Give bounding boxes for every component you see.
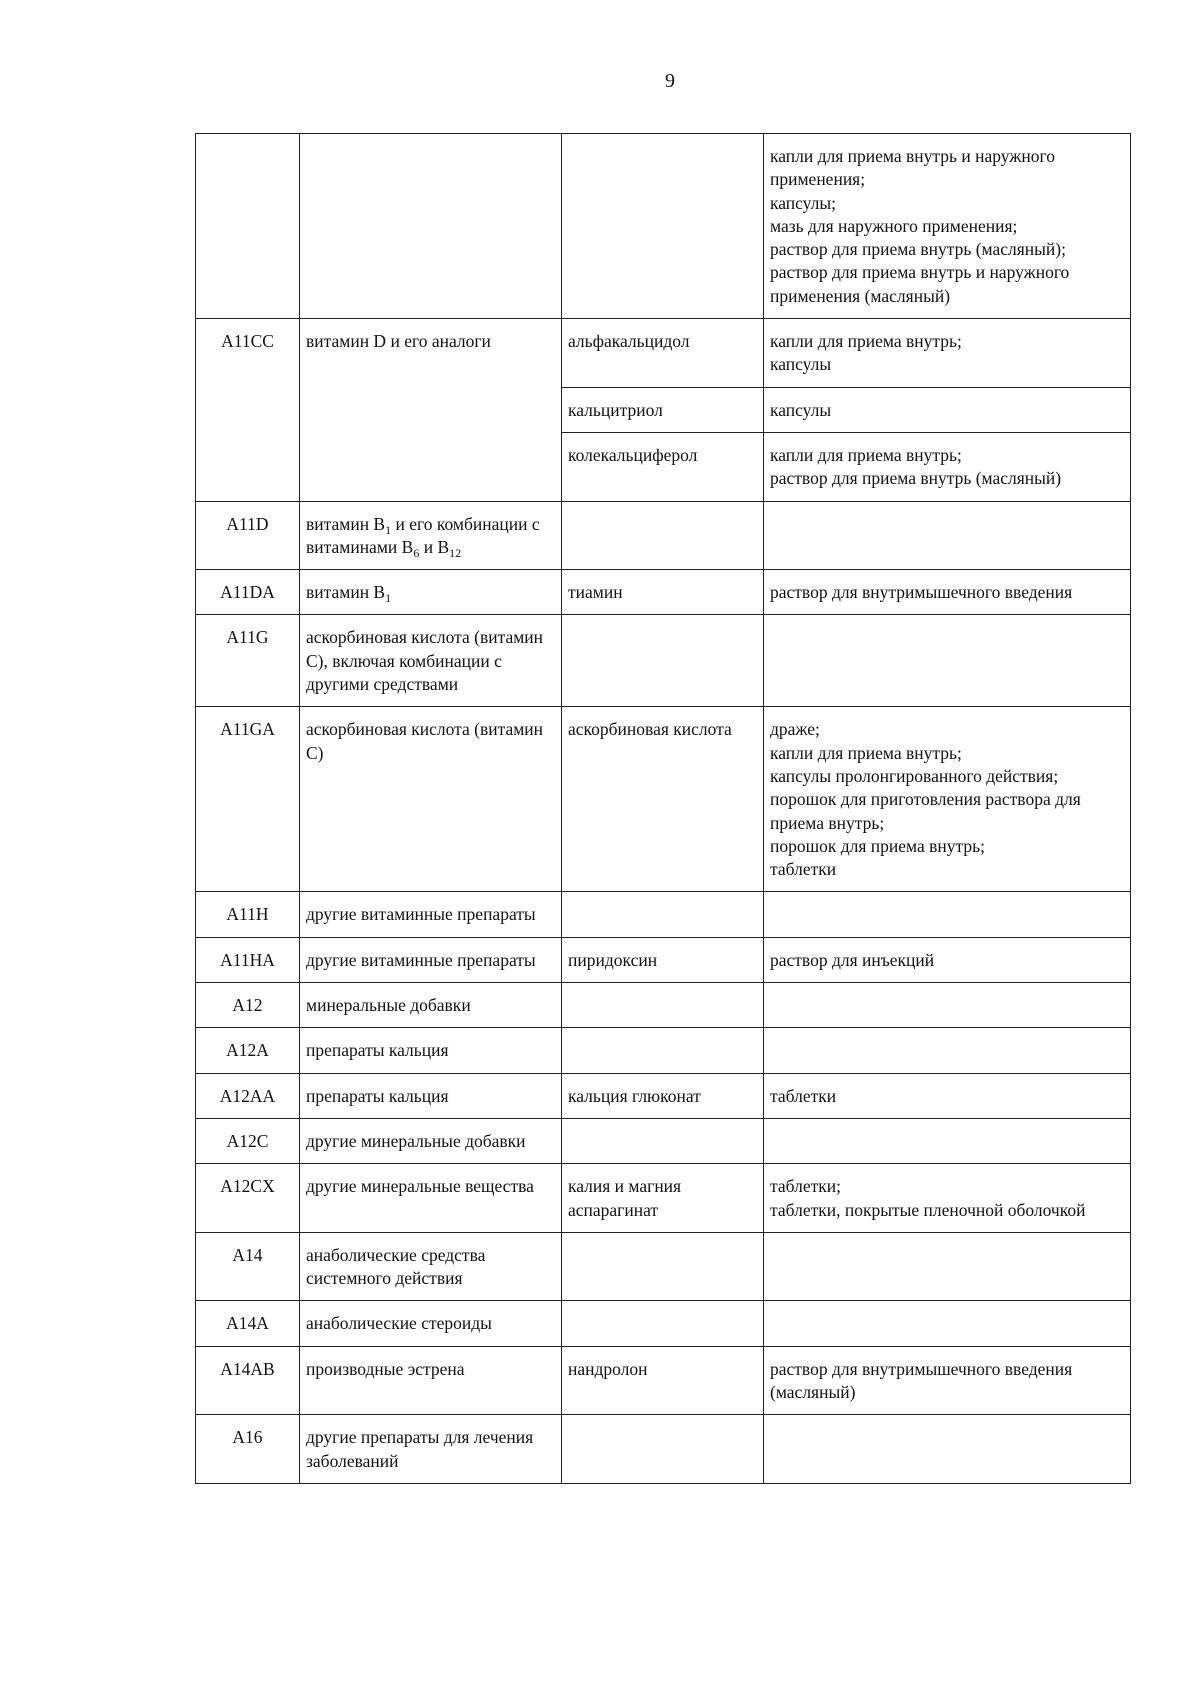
anatomical-therapeutic-group-cell: витамин D и его аналоги bbox=[300, 319, 562, 501]
atc-code-cell: A11HA bbox=[196, 937, 300, 982]
anatomical-therapeutic-group-cell: витамин $B_1$ и его комбинации с витаминами $B_6$ и $B_{12}$ bbox=[300, 501, 562, 570]
anatomical-therapeutic-group-cell: аскорбиновая кислота (витамин C), включая комбинации с другими средствами bbox=[300, 615, 562, 707]
dosage-form: таблетки bbox=[770, 859, 837, 880]
anatomical-therapeutic-group-cell: производные эстрена bbox=[300, 1346, 562, 1415]
dosage-form: раствор для приема внутрь (масляный); bbox=[770, 239, 1066, 260]
atc-code-cell: A14 bbox=[196, 1232, 300, 1301]
drug-name-cell bbox=[562, 501, 764, 570]
dosage-forms-cell bbox=[764, 501, 1131, 570]
anatomical-therapeutic-group-cell: анаболические средства системного действия bbox=[300, 1232, 562, 1301]
atc-code-cell: A12CX bbox=[196, 1164, 300, 1233]
dosage-forms-cell bbox=[764, 983, 1131, 1028]
drug-name-cell bbox=[562, 1118, 764, 1163]
dosage-forms-cell bbox=[764, 570, 1131, 615]
dosage-forms-cell bbox=[764, 1073, 1131, 1118]
dosage-forms-cell bbox=[764, 1164, 1131, 1233]
atc-code-cell bbox=[196, 134, 300, 319]
dosage-forms-cell bbox=[764, 1232, 1131, 1301]
table-row bbox=[196, 1028, 1131, 1073]
dosage-forms-cell bbox=[764, 1415, 1131, 1484]
dosage-form: капли для приема внутрь; bbox=[770, 331, 962, 352]
table-row bbox=[196, 134, 1131, 319]
table-row bbox=[196, 892, 1131, 937]
dosage-form: капсулы; bbox=[770, 192, 837, 213]
dosage-forms-cell bbox=[764, 892, 1131, 937]
drug-classification-table bbox=[195, 133, 1131, 1484]
anatomical-therapeutic-group-cell: минеральные добавки bbox=[300, 983, 562, 1028]
dosage-forms-cell bbox=[764, 1301, 1131, 1346]
drug-name-cell bbox=[562, 892, 764, 937]
dosage-forms-cell bbox=[764, 387, 1131, 432]
drug-name-cell: пиридоксин bbox=[562, 937, 764, 982]
anatomical-therapeutic-group-cell: другие витаминные препараты bbox=[300, 937, 562, 982]
table-row bbox=[196, 615, 1131, 707]
table-row bbox=[196, 1118, 1131, 1163]
page-number: 9 bbox=[665, 70, 675, 92]
anatomical-therapeutic-group-cell: другие минеральные добавки bbox=[300, 1118, 562, 1163]
atc-code-cell: A12C bbox=[196, 1118, 300, 1163]
dosage-forms-cell bbox=[764, 937, 1131, 982]
drug-name-cell bbox=[562, 615, 764, 707]
atc-code-cell: A12AA bbox=[196, 1073, 300, 1118]
dosage-form: порошок для приготовления раствора для приема внутрь; bbox=[770, 789, 1081, 833]
drug-name-cell: колекальциферол bbox=[562, 432, 764, 501]
table-row bbox=[196, 1301, 1131, 1346]
table-body bbox=[196, 134, 1131, 1484]
atc-code-cell: A11G bbox=[196, 615, 300, 707]
dosage-form: раствор для внутримышечного введения bbox=[770, 582, 1073, 603]
atc-code-cell: A11GA bbox=[196, 707, 300, 892]
drug-name-cell bbox=[562, 1232, 764, 1301]
table-row bbox=[196, 570, 1131, 615]
drug-name-cell: нандролон bbox=[562, 1346, 764, 1415]
dosage-form: капсулы bbox=[770, 354, 832, 375]
dosage-form: раствор для приема внутрь (масляный) bbox=[770, 468, 1062, 489]
atc-code-cell: A11D bbox=[196, 501, 300, 570]
drug-name-cell bbox=[562, 983, 764, 1028]
atc-code-cell: A12 bbox=[196, 983, 300, 1028]
drug-name-cell: кальцитриол bbox=[562, 387, 764, 432]
atc-code-cell: A14A bbox=[196, 1301, 300, 1346]
dosage-form: капли для приема внутрь; bbox=[770, 742, 962, 763]
dosage-form: раствор для инъекций bbox=[770, 949, 935, 970]
table-row bbox=[196, 1232, 1131, 1301]
atc-code-cell: A14AB bbox=[196, 1346, 300, 1415]
anatomical-therapeutic-group-cell: другие витаминные препараты bbox=[300, 892, 562, 937]
dosage-form: капсулы пролонгированного действия; bbox=[770, 765, 1059, 786]
dosage-forms-cell bbox=[764, 432, 1131, 501]
drug-name-cell bbox=[562, 1415, 764, 1484]
anatomical-therapeutic-group-cell: другие минеральные вещества bbox=[300, 1164, 562, 1233]
dosage-form: раствор для внутримышечного введения (масляный) bbox=[770, 1358, 1073, 1402]
drug-name-cell: альфакальцидол bbox=[562, 319, 764, 388]
dosage-form: раствор для приема внутрь и наружного применения (масляный) bbox=[770, 262, 1070, 306]
anatomical-therapeutic-group-cell: анаболические стероиды bbox=[300, 1301, 562, 1346]
atc-code-cell: A11CC bbox=[196, 319, 300, 501]
anatomical-therapeutic-group-cell bbox=[300, 134, 562, 319]
anatomical-therapeutic-group-cell: другие препараты для лечения заболеваний bbox=[300, 1415, 562, 1484]
drug-name-cell: калия и магния аспарагинат bbox=[562, 1164, 764, 1233]
table-row bbox=[196, 319, 1131, 388]
table-row bbox=[196, 1415, 1131, 1484]
drug-name-cell: аскорбиновая кислота bbox=[562, 707, 764, 892]
dosage-forms-cell bbox=[764, 615, 1131, 707]
dosage-forms-cell bbox=[764, 1346, 1131, 1415]
anatomical-therapeutic-group-cell: витамин $B_1$ bbox=[300, 570, 562, 615]
anatomical-therapeutic-group-cell: препараты кальция bbox=[300, 1028, 562, 1073]
drug-name-cell: кальция глюконат bbox=[562, 1073, 764, 1118]
drug-name-cell bbox=[562, 134, 764, 319]
anatomical-therapeutic-group-cell: препараты кальция bbox=[300, 1073, 562, 1118]
dosage-form: капли для приема внутрь и наружного применения; bbox=[770, 146, 1055, 190]
atc-code-cell: A16 bbox=[196, 1415, 300, 1484]
anatomical-therapeutic-group-cell: аскорбиновая кислота (витамин C) bbox=[300, 707, 562, 892]
dosage-forms-cell bbox=[764, 319, 1131, 388]
dosage-form: таблетки; bbox=[770, 1176, 841, 1197]
dosage-forms-cell bbox=[764, 134, 1131, 319]
dosage-form: капли для приема внутрь; bbox=[770, 444, 962, 465]
dosage-form: таблетки, покрытые пленочной оболочкой bbox=[770, 1199, 1086, 1220]
table-row bbox=[196, 501, 1131, 570]
dosage-forms-cell bbox=[764, 1118, 1131, 1163]
dosage-form: капсулы bbox=[770, 399, 832, 420]
table-row bbox=[196, 937, 1131, 982]
drug-name-cell bbox=[562, 1301, 764, 1346]
dosage-forms-cell bbox=[764, 1028, 1131, 1073]
atc-code-cell: A11H bbox=[196, 892, 300, 937]
table-row bbox=[196, 1346, 1131, 1415]
drug-name-cell bbox=[562, 1028, 764, 1073]
dosage-form: драже; bbox=[770, 719, 820, 740]
dosage-form: мазь для наружного применения; bbox=[770, 215, 1018, 236]
atc-code-cell: A12A bbox=[196, 1028, 300, 1073]
drug-name-cell: тиамин bbox=[562, 570, 764, 615]
dosage-form: порошок для приема внутрь; bbox=[770, 835, 985, 856]
table-row bbox=[196, 983, 1131, 1028]
atc-code-cell: A11DA bbox=[196, 570, 300, 615]
dosage-forms-cell bbox=[764, 707, 1131, 892]
table-row bbox=[196, 1073, 1131, 1118]
dosage-form: таблетки bbox=[770, 1085, 837, 1106]
table-row bbox=[196, 707, 1131, 892]
table-row bbox=[196, 1164, 1131, 1233]
